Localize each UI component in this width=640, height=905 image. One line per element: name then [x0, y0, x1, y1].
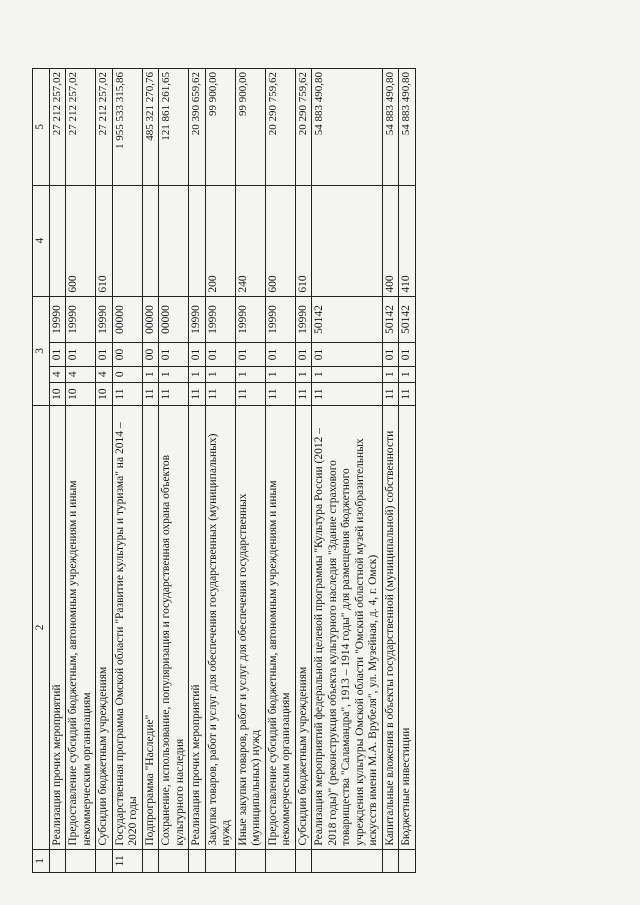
code-event: 01 [66, 343, 96, 366]
row-number [49, 849, 66, 872]
code-event: 01 [235, 343, 265, 366]
header-col-3: 3 [33, 296, 50, 406]
code-direction: 19990 [235, 296, 265, 343]
code-program: 11 [382, 382, 399, 405]
code-direction: 00000 [142, 296, 159, 343]
row-description: Бюджетные инвестиции [399, 406, 416, 849]
row-number [142, 849, 159, 872]
row-description: Закупка товаров, работ и услуг для обеспечения государственных (муниципальных) нужд [205, 406, 235, 849]
row-number [265, 849, 295, 872]
code-program: 11 [142, 382, 159, 405]
row-description: Реализация прочих мероприятий [49, 406, 66, 849]
row-number [205, 849, 235, 872]
row-description: Субсидии бюджетным учреждениям [295, 406, 312, 849]
header-col-2: 2 [33, 406, 50, 849]
header-col-4: 4 [33, 185, 50, 296]
row-amount: 54 883 490,80 [312, 69, 383, 186]
table-row [205, 69, 235, 873]
row-amount: 99 900,00 [205, 69, 235, 186]
code-program: 11 [189, 382, 206, 405]
row-amount: 27 212 257,02 [49, 69, 66, 186]
row-description: Государственная программа Омской области "Развитие культуры и туризма" на 2014 – 2020 годы [112, 406, 142, 849]
code-program: 11 [112, 382, 142, 405]
budget-table [32, 68, 416, 873]
code-direction: 19990 [66, 296, 96, 343]
row-amount: 54 883 490,80 [399, 69, 416, 186]
row-amount: 27 212 257,02 [66, 69, 96, 186]
code-event: 01 [205, 343, 235, 366]
expense-type-code [159, 185, 189, 296]
row-amount: 20 390 659,62 [189, 69, 206, 186]
header-col-1: 1 [33, 849, 50, 872]
code-subprogram: 1 [382, 366, 399, 382]
expense-type-code [312, 185, 383, 296]
code-event: 00 [112, 343, 142, 366]
code-program: 11 [265, 382, 295, 405]
row-amount: 20 290 759,62 [295, 69, 312, 186]
expense-type-code [189, 185, 206, 296]
expense-type-code: 200 [205, 185, 235, 296]
rotated-document-page [32, 68, 597, 873]
header-col-5: 5 [33, 69, 50, 186]
row-amount: 121 861 261,65 [159, 69, 189, 186]
code-event: 00 [142, 343, 159, 366]
row-amount: 27 212 257,02 [96, 69, 113, 186]
code-program: 10 [96, 382, 113, 405]
code-direction: 19990 [49, 296, 66, 343]
row-description: Капитальные вложения в объекты государственной (муниципальной) собственности [382, 406, 399, 849]
table-body [49, 69, 415, 873]
expense-type-code [142, 185, 159, 296]
code-event: 01 [96, 343, 113, 366]
code-direction: 19990 [96, 296, 113, 343]
row-amount: 54 883 490,80 [382, 69, 399, 186]
table-row [235, 69, 265, 873]
row-number: 11 [112, 849, 142, 872]
row-description: Реализация прочих мероприятий [189, 406, 206, 849]
code-subprogram: 0 [112, 366, 142, 382]
row-number [382, 849, 399, 872]
code-event: 01 [295, 343, 312, 366]
code-subprogram: 1 [159, 366, 189, 382]
table-header-row [33, 69, 50, 873]
row-number [295, 849, 312, 872]
expense-type-code: 600 [66, 185, 96, 296]
code-subprogram: 4 [96, 366, 113, 382]
table-row [112, 69, 142, 873]
row-description: Иные закупки товаров, работ и услуг для обеспечения государственных (муниципальных) нужд [235, 406, 265, 849]
table-row [399, 69, 416, 873]
code-subprogram: 1 [295, 366, 312, 382]
expense-type-code: 610 [96, 185, 113, 296]
code-program: 11 [159, 382, 189, 405]
code-subprogram: 1 [312, 366, 383, 382]
row-number [159, 849, 189, 872]
table-row [49, 69, 66, 873]
row-description: Реализация мероприятий федеральной целевой программы "Культура России (2012 – 2018 годы)" (реконструкция объекта культурного наследия "Здание страхового товарищества "Саламандра", 1913 – 1914 годы" для размещения бюджетного учреждения культуры Омской области "Омский областной музей изобразительных искусств имени М.А. Врубеля", ул. Музейная, д. 4, г. Омск) [312, 406, 383, 849]
row-number [66, 849, 96, 872]
code-direction: 00000 [112, 296, 142, 343]
table-row [312, 69, 383, 873]
expense-type-code: 610 [295, 185, 312, 296]
code-event: 01 [399, 343, 416, 366]
code-program: 11 [295, 382, 312, 405]
code-direction: 50142 [312, 296, 383, 343]
code-direction: 00000 [159, 296, 189, 343]
code-subprogram: 1 [189, 366, 206, 382]
row-description: Подпрограмма "Наследие" [142, 406, 159, 849]
table-row [66, 69, 96, 873]
table-row [382, 69, 399, 873]
expense-type-code: 400 [382, 185, 399, 296]
code-program: 11 [235, 382, 265, 405]
code-direction: 50142 [382, 296, 399, 343]
row-amount: 485 321 270,76 [142, 69, 159, 186]
table-row [142, 69, 159, 873]
row-number [399, 849, 416, 872]
table-row [96, 69, 113, 873]
code-program: 10 [66, 382, 96, 405]
row-amount: 99 900,00 [235, 69, 265, 186]
row-number [189, 849, 206, 872]
row-description: Предоставление субсидий бюджетным, автономным учреждениям и иным некоммерческим организациям [265, 406, 295, 849]
code-event: 01 [265, 343, 295, 366]
code-program: 11 [205, 382, 235, 405]
row-amount: 20 290 759,62 [265, 69, 295, 186]
row-description: Субсидии бюджетным учреждениям [96, 406, 113, 849]
table-row [189, 69, 206, 873]
expense-type-code [49, 185, 66, 296]
expense-type-code: 600 [265, 185, 295, 296]
code-direction: 50142 [399, 296, 416, 343]
code-subprogram: 4 [49, 366, 66, 382]
table-row [295, 69, 312, 873]
code-event: 01 [382, 343, 399, 366]
code-event: 01 [159, 343, 189, 366]
row-number [235, 849, 265, 872]
code-subprogram: 1 [142, 366, 159, 382]
expense-type-code: 240 [235, 185, 265, 296]
table-row [159, 69, 189, 873]
code-event: 01 [189, 343, 206, 366]
code-direction: 19990 [295, 296, 312, 343]
code-subprogram: 1 [205, 366, 235, 382]
code-program: 10 [49, 382, 66, 405]
code-subprogram: 1 [399, 366, 416, 382]
row-amount: 1 955 533 315,86 [112, 69, 142, 186]
code-direction: 19990 [265, 296, 295, 343]
code-subprogram: 1 [235, 366, 265, 382]
code-program: 11 [312, 382, 383, 405]
page-number [0, 68, 2, 873]
row-number [312, 849, 383, 872]
code-event: 01 [312, 343, 383, 366]
code-event: 01 [49, 343, 66, 366]
expense-type-code: 410 [399, 185, 416, 296]
row-description: Сохранение, использование, популяризация и государственная охрана объектов культурного наследия [159, 406, 189, 849]
code-subprogram: 1 [265, 366, 295, 382]
code-subprogram: 4 [66, 366, 96, 382]
code-direction: 19990 [205, 296, 235, 343]
row-number [96, 849, 113, 872]
table-row [265, 69, 295, 873]
code-direction: 19990 [189, 296, 206, 343]
expense-type-code [112, 185, 142, 296]
row-description: Предоставление субсидий бюджетным, автономным учреждениям и иным некоммерческим организациям [66, 406, 96, 849]
code-program: 11 [399, 382, 416, 405]
